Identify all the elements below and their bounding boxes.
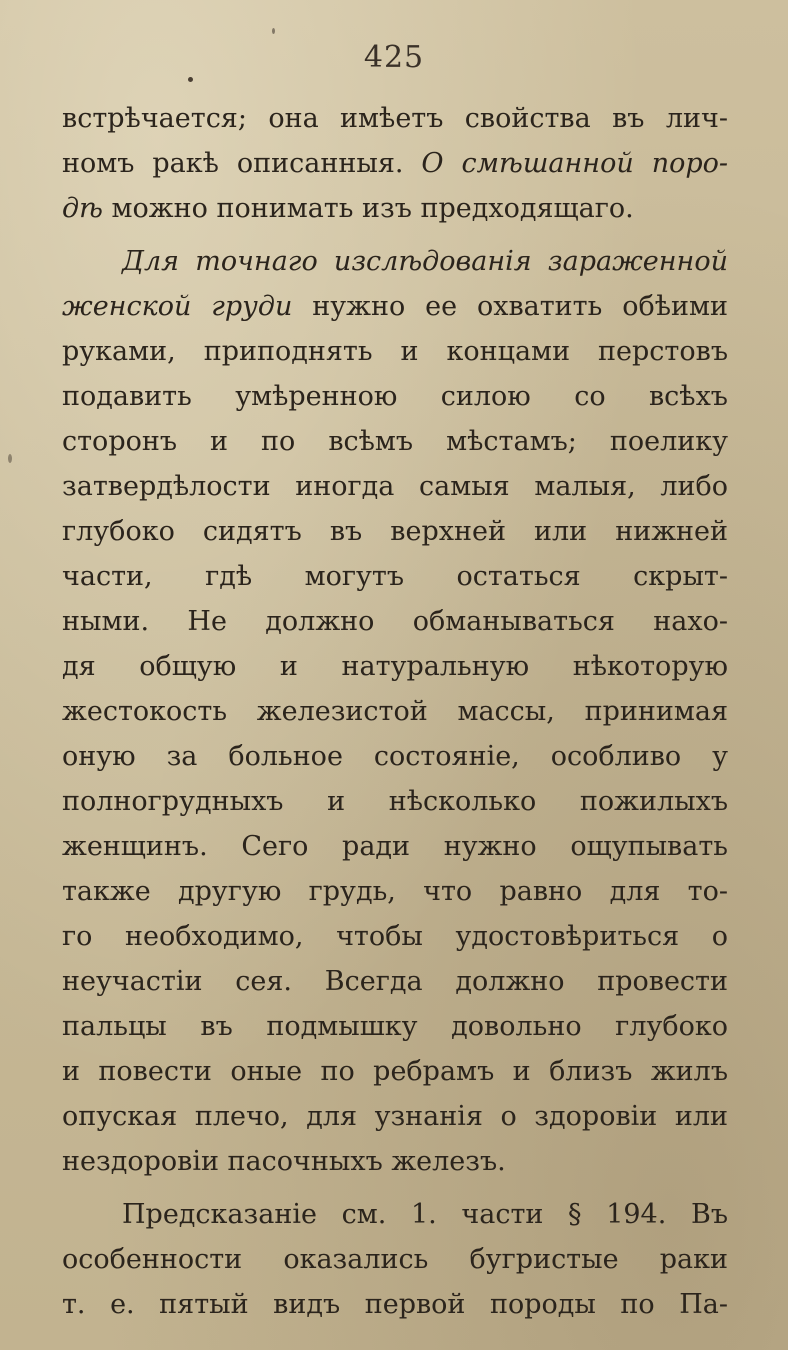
paragraph-start-line: Предсказаніе см. 1. части § 194. Въ — [122, 1199, 728, 1230]
ink-speck — [272, 28, 275, 34]
text-line: т. е. пятый видъ первой породы по Па- — [62, 1289, 728, 1320]
text-line: полногрудныхъ и нѣсколько пожилыхъ — [62, 786, 728, 817]
text-line: глубоко сидятъ въ верхней или нижней — [62, 516, 728, 547]
text-line: особенности оказались бугристые раки — [62, 1244, 728, 1275]
text-line: руками, приподнять и концами перстовъ — [62, 336, 728, 367]
page-number: 425 — [363, 40, 425, 75]
text-line: го необходимо, чтобы удостовѣриться о — [62, 921, 728, 952]
text-line: женской груди нужно ее охватить обѣими — [62, 291, 728, 322]
paragraph-start-line: Для точнаго изслѣдованія зараженной — [122, 246, 728, 277]
text-line: оную за больное состояніе, особливо у — [62, 741, 728, 772]
text-line: неучастіи сея. Всегда должно провести — [62, 966, 728, 997]
text-line: жестокость железистой массы, принимая — [62, 696, 728, 727]
text-line: пальцы въ подмышку довольно глубоко — [62, 1011, 728, 1042]
text-line: встрѣчается; она имѣетъ свойства въ лич- — [62, 103, 728, 134]
text-line: сторонъ и по всѣмъ мѣстамъ; поелику — [62, 426, 728, 457]
text-line: дя общую и натуральную нѣкоторую — [62, 651, 728, 682]
text-line: части, гдѣ могутъ остаться скрыт- — [62, 561, 728, 592]
ink-speck — [188, 77, 193, 82]
text-line: также другую грудь, что равно для то- — [62, 876, 728, 907]
text-line: ными. Не должно обманываться нахо- — [62, 606, 728, 637]
ink-speck — [8, 454, 12, 463]
text-line: нездоровіи пасочныхъ железъ. — [62, 1146, 506, 1177]
text-line: номъ ракѣ описанныя. О смѣшанной поро- — [62, 148, 728, 179]
text-line: подавить умѣренною силою со всѣхъ — [62, 381, 728, 412]
text-line: и повести оные по ребрамъ и близъ жилъ — [62, 1056, 728, 1087]
text-line: женщинъ. Сего ради нужно ощупывать — [62, 831, 728, 862]
text-line: опуская плечо, для узнанія о здоровіи или — [62, 1101, 728, 1132]
text-line: затвердѣлости иногда самыя малыя, либо — [62, 471, 728, 502]
body-text — [62, 96, 728, 1327]
text-line: дѣ можно понимать изъ предходящаго. — [62, 193, 634, 224]
